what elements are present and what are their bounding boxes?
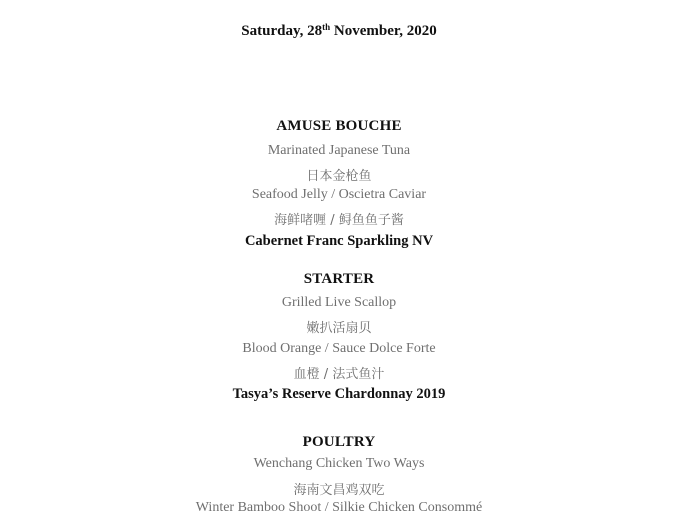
dish-line-chinese: 血橙 / 法式鱼汁 (293, 367, 385, 382)
dish-line: Wenchang Chicken Two Ways (253, 456, 425, 471)
dish-line-chinese: 海鲜啫喱 / 鲟鱼鱼子酱 (274, 213, 404, 228)
dish-line-cut-off: Winter Bamboo Shoot / Silkie Chicken Consommé (195, 500, 483, 515)
date-prefix: Saturday, 28 (241, 23, 323, 39)
dish-line: Grilled Live Scallop (281, 295, 397, 310)
date-rest: November, 2020 (330, 23, 437, 39)
wine-pairing: Cabernet Franc Sparkling NV (244, 233, 434, 249)
dish-line-chinese: 日本金枪鱼 (306, 169, 372, 184)
dish-line: Blood Orange / Sauce Dolce Forte (242, 341, 436, 356)
section-title-poultry: POULTRY (302, 434, 376, 450)
dish-line: Marinated Japanese Tuna (267, 143, 411, 158)
menu-date (0, 23, 678, 40)
dish-line-chinese: 嫩扒活扇贝 (306, 321, 372, 336)
dish-line: Seafood Jelly / Oscietra Caviar (251, 187, 427, 202)
date-ordinal-suffix: th (322, 22, 331, 32)
section-title-starter: STARTER (303, 271, 375, 287)
section-title-amuse-bouche: AMUSE BOUCHE (276, 118, 402, 134)
dish-line-chinese: 海南文昌鸡双吃 (293, 483, 385, 498)
wine-pairing: Tasya’s Reserve Chardonnay 2019 (232, 386, 446, 402)
